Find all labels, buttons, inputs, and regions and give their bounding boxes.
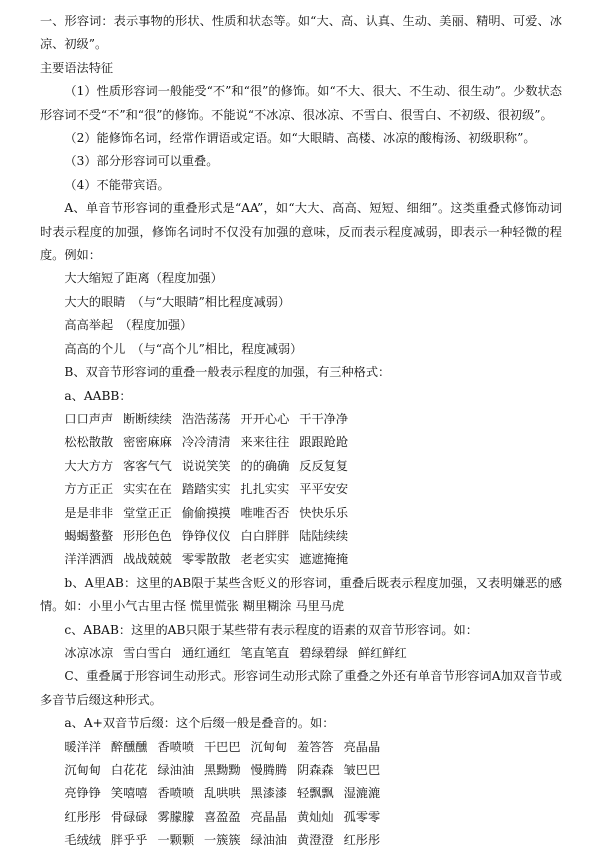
section-a-example-2: 大大的眼睛 （与“大眼睛”相比程度减弱） — [64, 294, 291, 309]
aabb-row — [40, 408, 562, 431]
suffix-row — [40, 806, 562, 829]
word: 一颗颗 — [157, 833, 195, 848]
word: 大大方方 — [64, 458, 114, 473]
word: 胖乎乎 — [110, 833, 148, 848]
features-title: 主要语法特征 — [40, 60, 114, 75]
word: 喜盈盈 — [203, 809, 241, 824]
aabb-row — [40, 455, 562, 478]
word: 通红通红 — [181, 645, 231, 660]
word: 鲜红鲜红 — [357, 645, 407, 660]
section-c-text: C、重叠属于形容词生动形式。形容词生动形式除了重叠之外还有单音节形容词A加双音节或多音节后缀这种形式。 — [40, 669, 562, 707]
word: 堂堂正正 — [123, 505, 172, 520]
section-c-a-label: a、A+双音节后缀：这个后缀一般是叠音的。如： — [64, 716, 335, 731]
section-a-example-3: 高高举起 （程度加强） — [64, 318, 193, 333]
word: 黑漆漆 — [250, 786, 288, 801]
word: 蝎蝎螯螯 — [64, 528, 114, 543]
word: 是是非非 — [64, 505, 114, 520]
adjective-definition: 一、形容词：表示事物的形状、性质和状态等。如“大、高、认真、生动、美丽、精明、可爱、冰凉、初级”。 — [40, 14, 562, 52]
word: 孤零零 — [343, 809, 381, 824]
word: 开开心心 — [240, 411, 290, 426]
word: 阴森森 — [297, 763, 334, 777]
word: 陆陆续续 — [299, 528, 349, 543]
suffix-row — [40, 759, 562, 782]
word: 绿油油 — [157, 763, 195, 777]
feature-1: （1）性质形容词一般能受“不”和“很”的修饰。如“不大、很大、不生动、很生动”。少数状态形容词不受“不”和“很”的修饰。不能说“不冰凉、很冰凉、不雪白、很雪白、不初级、很初级”。 — [40, 84, 562, 122]
word: 笑嘻嘻 — [110, 786, 148, 801]
section-b-b-text: b、A里AB：这里的AB限于某些含贬义的形容词，重叠后既表示程度加强，又表明嫌恶的感情。如：小里小气古里古怪 慌里慌张 糊里糊涂 马里马虎 — [40, 575, 562, 614]
suffix-row — [40, 829, 562, 852]
word: 黄澄澄 — [297, 833, 334, 848]
word: 扎扎实实 — [240, 482, 290, 497]
word: 战战兢兢 — [123, 552, 172, 567]
word: 白花花 — [110, 763, 148, 777]
section-b-c-text: c、ABAB：这里的AB只限于某些带有表示程度的语素的双音节形容词。如： — [64, 622, 478, 637]
word: 松松散散 — [64, 435, 114, 450]
word: 暖洋洋 — [64, 739, 101, 754]
abab-row — [40, 642, 562, 665]
word: 轻飘飘 — [297, 786, 334, 801]
word: 跟跟跄跄 — [299, 435, 349, 450]
word: 骨碌碌 — [110, 809, 148, 824]
word: 踏踏实实 — [181, 482, 231, 497]
word: 羞答答 — [297, 739, 334, 754]
word: 客客气气 — [123, 458, 172, 473]
aabb-row — [40, 502, 562, 525]
word: 毛绒绒 — [64, 833, 101, 848]
word: 醉醺醺 — [110, 739, 148, 754]
word: 亮晶晶 — [343, 739, 381, 754]
word: 说说笑笑 — [181, 458, 231, 473]
word: 雾朦朦 — [157, 809, 195, 824]
word: 来来往往 — [240, 435, 290, 450]
word: 快快乐乐 — [299, 505, 349, 520]
section-a-text: A、单音节形容词的重叠形式是“AA”，如“大大、高高、短短、细细”。这类重叠式修饰动词时表示程度的加强，修饰名词时不仅没有加强的意味，反而表示程度减弱，即表示一种轻微的程度。例如： — [40, 201, 562, 263]
word: 实实在在 — [123, 482, 172, 497]
word: 冷冷清清 — [181, 435, 231, 450]
word: 沉甸甸 — [250, 739, 288, 754]
word: 黄灿灿 — [297, 809, 334, 824]
word: 一簇簇 — [203, 833, 241, 848]
aabb-row — [40, 431, 562, 454]
word: 的的确确 — [240, 458, 290, 473]
word: 断断续续 — [123, 411, 172, 426]
word: 方方正正 — [64, 482, 114, 497]
word: 香喷喷 — [157, 739, 195, 754]
word: 口口声声 — [64, 411, 114, 426]
word: 雪白雪白 — [123, 645, 172, 660]
word: 红彤彤 — [64, 809, 101, 824]
word: 碧绿碧绿 — [299, 645, 349, 660]
word: 亮铮铮 — [64, 786, 101, 801]
suffix-row — [40, 782, 562, 805]
word: 密密麻麻 — [123, 435, 172, 450]
word: 乱哄哄 — [203, 786, 241, 801]
word: 冰凉冰凉 — [64, 645, 114, 660]
word: 干干净净 — [299, 411, 349, 426]
word: 洋洋洒洒 — [64, 552, 114, 567]
word: 慢腾腾 — [250, 763, 288, 777]
word: 白白胖胖 — [240, 528, 290, 543]
feature-2: （2）能修饰名词，经常作谓语或定语。如“大眼睛、高楼、冰凉的酸梅汤、初级职称”。 — [64, 131, 536, 146]
word: 唯唯否否 — [240, 505, 290, 520]
word: 沉甸甸 — [64, 763, 101, 777]
word: 零零散散 — [181, 552, 231, 567]
word: 亮晶晶 — [250, 809, 288, 824]
word: 干巴巴 — [203, 739, 241, 754]
aabb-row — [40, 548, 562, 571]
section-b-text: B、双音节形容词的重叠一般表示程度的加强，有三种格式： — [64, 365, 391, 380]
word: 铮铮仪仪 — [181, 528, 231, 543]
section-a-example-1: 大大缩短了距离（程度加强） — [64, 271, 223, 286]
suffix-row — [40, 736, 562, 759]
word: 浩浩荡荡 — [181, 411, 231, 426]
word: 红彤彤 — [343, 833, 381, 848]
word: 平平安安 — [299, 482, 349, 497]
word: 香喷喷 — [157, 786, 195, 801]
section-a-example-4: 高高的个儿 （与“高个儿”相比，程度减弱） — [64, 341, 303, 356]
word: 遮遮掩掩 — [299, 552, 349, 567]
word: 偷偷摸摸 — [181, 505, 231, 520]
word: 黑黝黝 — [203, 763, 241, 777]
feature-3: （3）部分形容词可以重叠。 — [64, 154, 219, 169]
word: 笔直笔直 — [240, 645, 290, 660]
section-b-aabb-label: a、AABB： — [64, 388, 132, 403]
word: 形形色色 — [123, 528, 172, 543]
aabb-row — [40, 478, 562, 501]
word: 湿漉漉 — [343, 786, 381, 801]
word: 绿油油 — [250, 833, 288, 848]
aabb-row — [40, 525, 562, 548]
feature-4: （4）不能带宾语。 — [64, 177, 170, 192]
word: 反反复复 — [299, 458, 349, 473]
word: 老老实实 — [240, 552, 290, 567]
word: 皱巴巴 — [343, 763, 381, 777]
